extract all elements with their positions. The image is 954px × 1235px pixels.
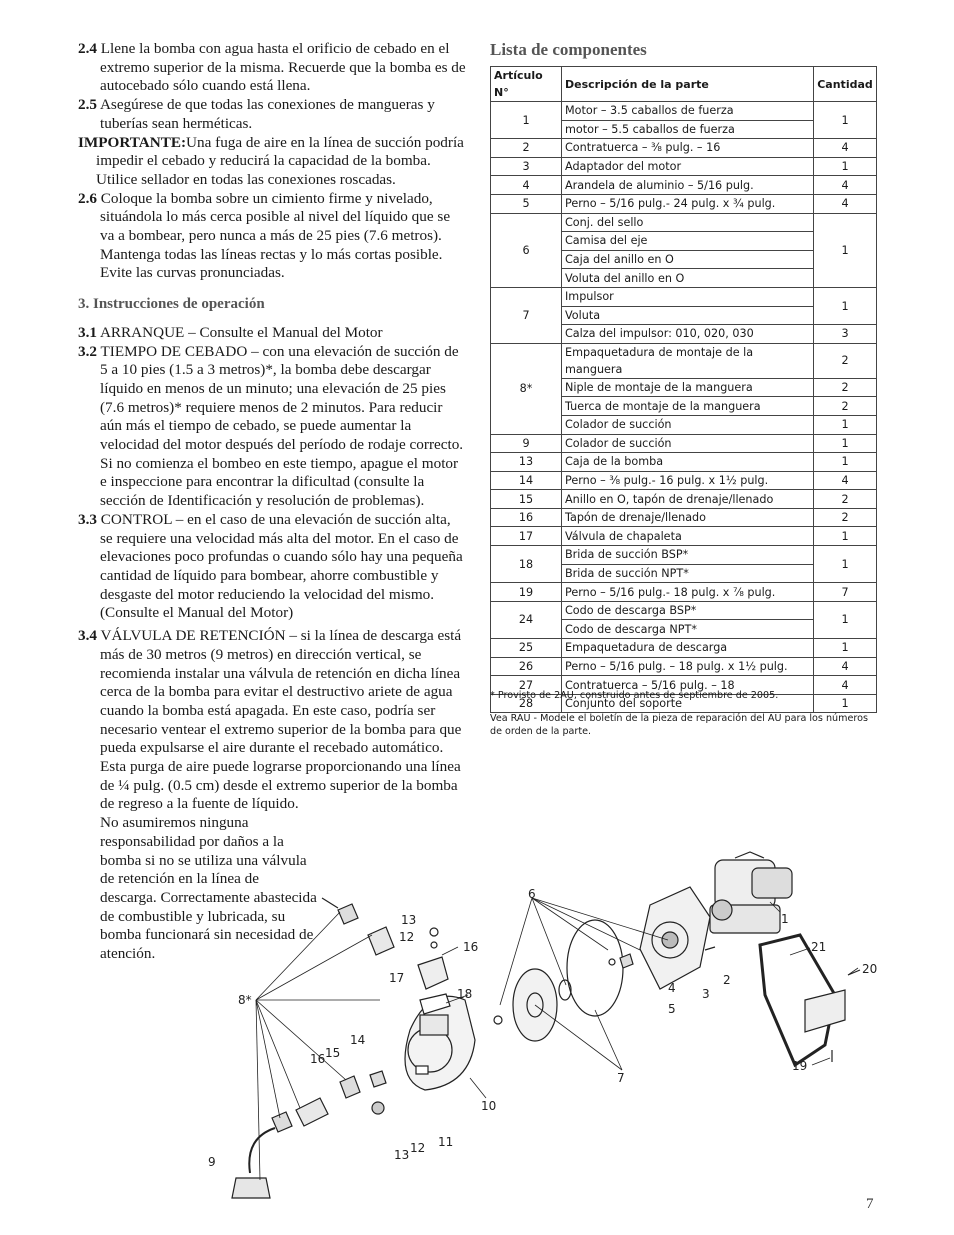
item-number-cell: 7 — [491, 287, 562, 343]
quantity-cell: 1 — [814, 546, 877, 583]
description-cell: Empaquetadura de montaje de la manguera — [562, 343, 814, 378]
item-number-cell: 17 — [491, 527, 562, 546]
quantity-cell: 1 — [814, 527, 877, 546]
hose-nipple-bottom — [296, 1098, 328, 1126]
description-cell: Caja de la bomba — [562, 453, 814, 472]
description-cell: Tapón de drenaje/llenado — [562, 508, 814, 527]
callout-label: 7 — [617, 1071, 625, 1085]
item-number-cell: 2 — [491, 139, 562, 158]
item-number-cell: 28 — [491, 694, 562, 713]
callout-label: 19 — [792, 1059, 808, 1073]
description-cell: Anillo en O, tapón de drenaje/llenado — [562, 490, 814, 509]
quantity-cell: 1 — [814, 453, 877, 472]
callout-label: 8* — [238, 993, 252, 1007]
callout-label: 13 — [394, 1148, 410, 1162]
quantity-cell: 1 — [814, 415, 877, 434]
description-cell: Codo de descarga BSP* — [562, 601, 814, 620]
pump-casing-illustration — [405, 996, 475, 1090]
quantity-cell: 2 — [814, 378, 877, 397]
callout-label: 2 — [723, 973, 731, 987]
item-number-cell: 26 — [491, 657, 562, 676]
callout-label: 4 — [668, 981, 676, 995]
item-number-cell: 18 — [491, 546, 562, 583]
callout-label: 16 — [463, 940, 479, 954]
description-cell: Válvula de chapaleta — [562, 527, 814, 546]
item-number-cell: 1 — [491, 102, 562, 139]
item-number-cell: 14 — [491, 471, 562, 490]
callout-label: 12 — [399, 930, 415, 944]
callout-label: 15 — [325, 1046, 341, 1060]
callout-label: 20 — [862, 962, 878, 976]
step-3-3: 3.3 CONTROL – en el caso de una elevación de succión alta, se requiere una velocidad más alta del motor. En el caso de elevaciones poco profundas o cuando sólo hay una pequeña cantidad de líquido para bombear, ahorre combustible y desgaste del motor reduciendo la velocidad del mismo. (Consulte el Manual del Motor) — [78, 510, 463, 622]
quantity-cell: 4 — [814, 139, 877, 158]
item-number-cell: 24 — [491, 601, 562, 638]
description-cell: Perno – 5/16 pulg. – 18 pulg. x 1½ pulg. — [562, 657, 814, 676]
discharge-elbow — [418, 957, 448, 989]
description-cell: Colador de succión — [562, 434, 814, 453]
page-number: 7 — [866, 1196, 874, 1212]
hose-nut-top — [338, 904, 358, 924]
quantity-cell: 1 — [814, 102, 877, 139]
motor-adapter-illustration — [640, 887, 710, 989]
suction-strainer — [232, 1178, 270, 1198]
item-number-cell: 25 — [491, 639, 562, 658]
quantity-cell: 1 — [814, 601, 877, 638]
item-number-cell: 3 — [491, 157, 562, 176]
item-number-cell: 5 — [491, 194, 562, 213]
callout-label: 9 — [208, 1155, 216, 1169]
description-cell: Perno – 5/16 pulg.- 18 pulg. x ⅞ pulg. — [562, 583, 814, 602]
quantity-cell: 4 — [814, 676, 877, 695]
quantity-cell: 1 — [814, 639, 877, 658]
important-note: IMPORTANTE:Una fuga de aire en la línea de succión podría impedir el cebado y reducirá la capacidad de la bomba. Utilice sellador en todas las conexiones roscadas. — [78, 133, 464, 188]
description-cell: Niple de montaje de la manguera — [562, 378, 814, 397]
liability-note: No asumiremos ninguna responsabilidad por daños a la bomba si no se utiliza una válvula de retención en la línea de descarga. Correctamente abastecida de combustible y lubricada, su bomba funcionará sin necesidad de atención. — [100, 814, 317, 963]
callout-label: 10 — [481, 1099, 497, 1113]
description-cell: Voluta del anillo en O — [562, 269, 814, 288]
callout-label: 12 — [410, 1141, 426, 1155]
description-cell: Conj. del sello — [562, 213, 814, 232]
quantity-cell: 4 — [814, 657, 877, 676]
item-number-cell: 15 — [491, 490, 562, 509]
description-cell: Caja del anillo en O — [562, 250, 814, 269]
callout-label: 18 — [457, 987, 473, 1001]
description-cell: Perno – ⅜ pulg.- 16 pulg. x 1½ pulg. — [562, 471, 814, 490]
quantity-cell: 1 — [814, 694, 877, 713]
description-cell: Empaquetadura de descarga — [562, 639, 814, 658]
step-2-6: 2.6 Coloque la bomba sobre un cimiento firme y nivelado, situándola lo más cerca posible al nivel del líquido que se va a bombear, pero nunca a más de 25 pies (7.6 metros). Mantenga todas las líneas rectas y lo más cortas posible. Evite las curvas pronunciadas. — [78, 189, 451, 282]
footnote-asterisk: * Provisto de 2AU, construido antes de septiembre de 2005. — [490, 690, 779, 701]
description-cell: motor – 5.5 caballos de fuerza — [562, 120, 814, 139]
item-number-cell: 19 — [491, 583, 562, 602]
description-cell: Calza del impulsor: 010, 020, 030 — [562, 325, 814, 344]
description-cell: Perno – 5/16 pulg.- 24 pulg. x ¾ pulg. — [562, 194, 814, 213]
description-cell: Conjunto del soporte — [562, 694, 814, 713]
item-number-cell: 4 — [491, 176, 562, 195]
callout-label: 21 — [811, 940, 827, 954]
step-3-4: 3.4 VÁLVULA DE RETENCIÓN – si la línea de descarga está más de 30 metros (9 metros) en dirección vertical, se recomienda instalar una válvula de retención en dicha línea cerca de la bomba para evitar el destructivo ariete de agua cuando la bomba está apagada. En este caso, podría ser necesario ventear el extremo superior de la bomba para que pueda expulsarse el aire durante el recebado automático. Esta purga de aire puede lograrse proporcionando una línea de ¼ pulg. (0.5 cm) desde el extremo superior de la bomba de regreso a la fuente de líquido. — [78, 627, 462, 813]
description-cell: Camisa del eje — [562, 232, 814, 251]
quantity-cell: 1 — [814, 213, 877, 287]
quantity-cell: 1 — [814, 434, 877, 453]
description-cell: Motor – 3.5 caballos de fuerza — [562, 102, 814, 121]
description-cell: Tuerca de montaje de la manguera — [562, 397, 814, 416]
col-quantity: Cantidad — [814, 67, 877, 102]
callout-label: 13 — [401, 913, 417, 927]
item-number-cell: 6 — [491, 213, 562, 287]
item-number-cell: 27 — [491, 676, 562, 695]
quantity-cell: 2 — [814, 397, 877, 416]
description-cell: Contratuerca – 5/16 pulg. – 18 — [562, 676, 814, 695]
quantity-cell: 1 — [814, 287, 877, 324]
item-number-cell: 13 — [491, 453, 562, 472]
components-title: Lista de componentes — [490, 40, 647, 59]
description-cell: Voluta — [562, 306, 814, 325]
description-cell: Brida de succión BSP* — [562, 546, 814, 565]
item-number-cell: 16 — [491, 508, 562, 527]
description-cell: Impulsor — [562, 287, 814, 306]
quantity-cell: 2 — [814, 490, 877, 509]
footnote-rau: Vea RAU - Modele el boletín de la pieza de reparación del AU para los números de orden de la parte. — [490, 713, 868, 737]
col-description: Descripción de la parte — [562, 67, 814, 102]
quantity-cell: 4 — [814, 471, 877, 490]
col-item: Artículo N° — [491, 67, 562, 102]
quantity-cell: 4 — [814, 176, 877, 195]
description-cell: Codo de descarga NPT* — [562, 620, 814, 639]
quantity-cell: 7 — [814, 583, 877, 602]
description-cell: Brida de succión NPT* — [562, 564, 814, 583]
volute-o-ring — [567, 920, 623, 1016]
item-number-cell: 8* — [491, 343, 562, 434]
step-2-4: 2.4 Llene la bomba con agua hasta el orificio de cebado en el extremo superior de la misma. Recuerde que la bomba es de autocebado sólo cuando está llena. — [78, 40, 466, 95]
callout-label: 1 — [781, 912, 789, 926]
motor-illustration — [710, 852, 792, 933]
quantity-cell: 3 — [814, 325, 877, 344]
callout-label: 6 — [528, 887, 536, 901]
frame-illustration — [760, 935, 860, 1065]
hose-nipple-top — [368, 927, 394, 955]
item-number-cell: 9 — [491, 434, 562, 453]
description-cell: Arandela de aluminio – 5/16 pulg. — [562, 176, 814, 195]
quantity-cell: 2 — [814, 343, 877, 378]
callout-label: 11 — [438, 1135, 454, 1149]
step-2-5: 2.5 Asegúrese de que todas las conexiones de mangueras y tuberías sean herméticas. — [78, 96, 435, 132]
callout-label: 3 — [702, 987, 710, 1001]
callout-label: 5 — [668, 1002, 676, 1016]
section-heading-operation: 3. Instrucciones de operación — [78, 296, 265, 313]
callout-label: 17 — [389, 971, 405, 985]
description-cell: Adaptador del motor — [562, 157, 814, 176]
callout-label: 14 — [350, 1033, 366, 1047]
callout-label: 16 — [310, 1052, 326, 1066]
quantity-cell: 1 — [814, 157, 877, 176]
quantity-cell: 4 — [814, 194, 877, 213]
step-3-1: 3.1 ARRANQUE – Consulte el Manual del Motor — [78, 323, 383, 341]
description-cell: Contratuerca – ⅜ pulg. – 16 — [562, 139, 814, 158]
step-3-2: 3.2 TIEMPO DE CEBADO – con una elevación de succión de 5 a 10 pies (1.5 a 3 metros)*, la bomba debe descargar líquido en menos de un minuto; una elevación de 25 pies (7.6 metros)* requiere menos de 2 minutos. Para reducir aún más el tiempo de cebado, se puede aumentar la velocidad del motor después del período de rodaje correcto. Si no comienza el bombeo en este tiempo, apague el motor e inspeccione para encontrar la dificultad (consulte la sección de Identificación y resolución de problemas). — [78, 342, 464, 510]
description-cell: Colador de succión — [562, 415, 814, 434]
quantity-cell: 2 — [814, 508, 877, 527]
